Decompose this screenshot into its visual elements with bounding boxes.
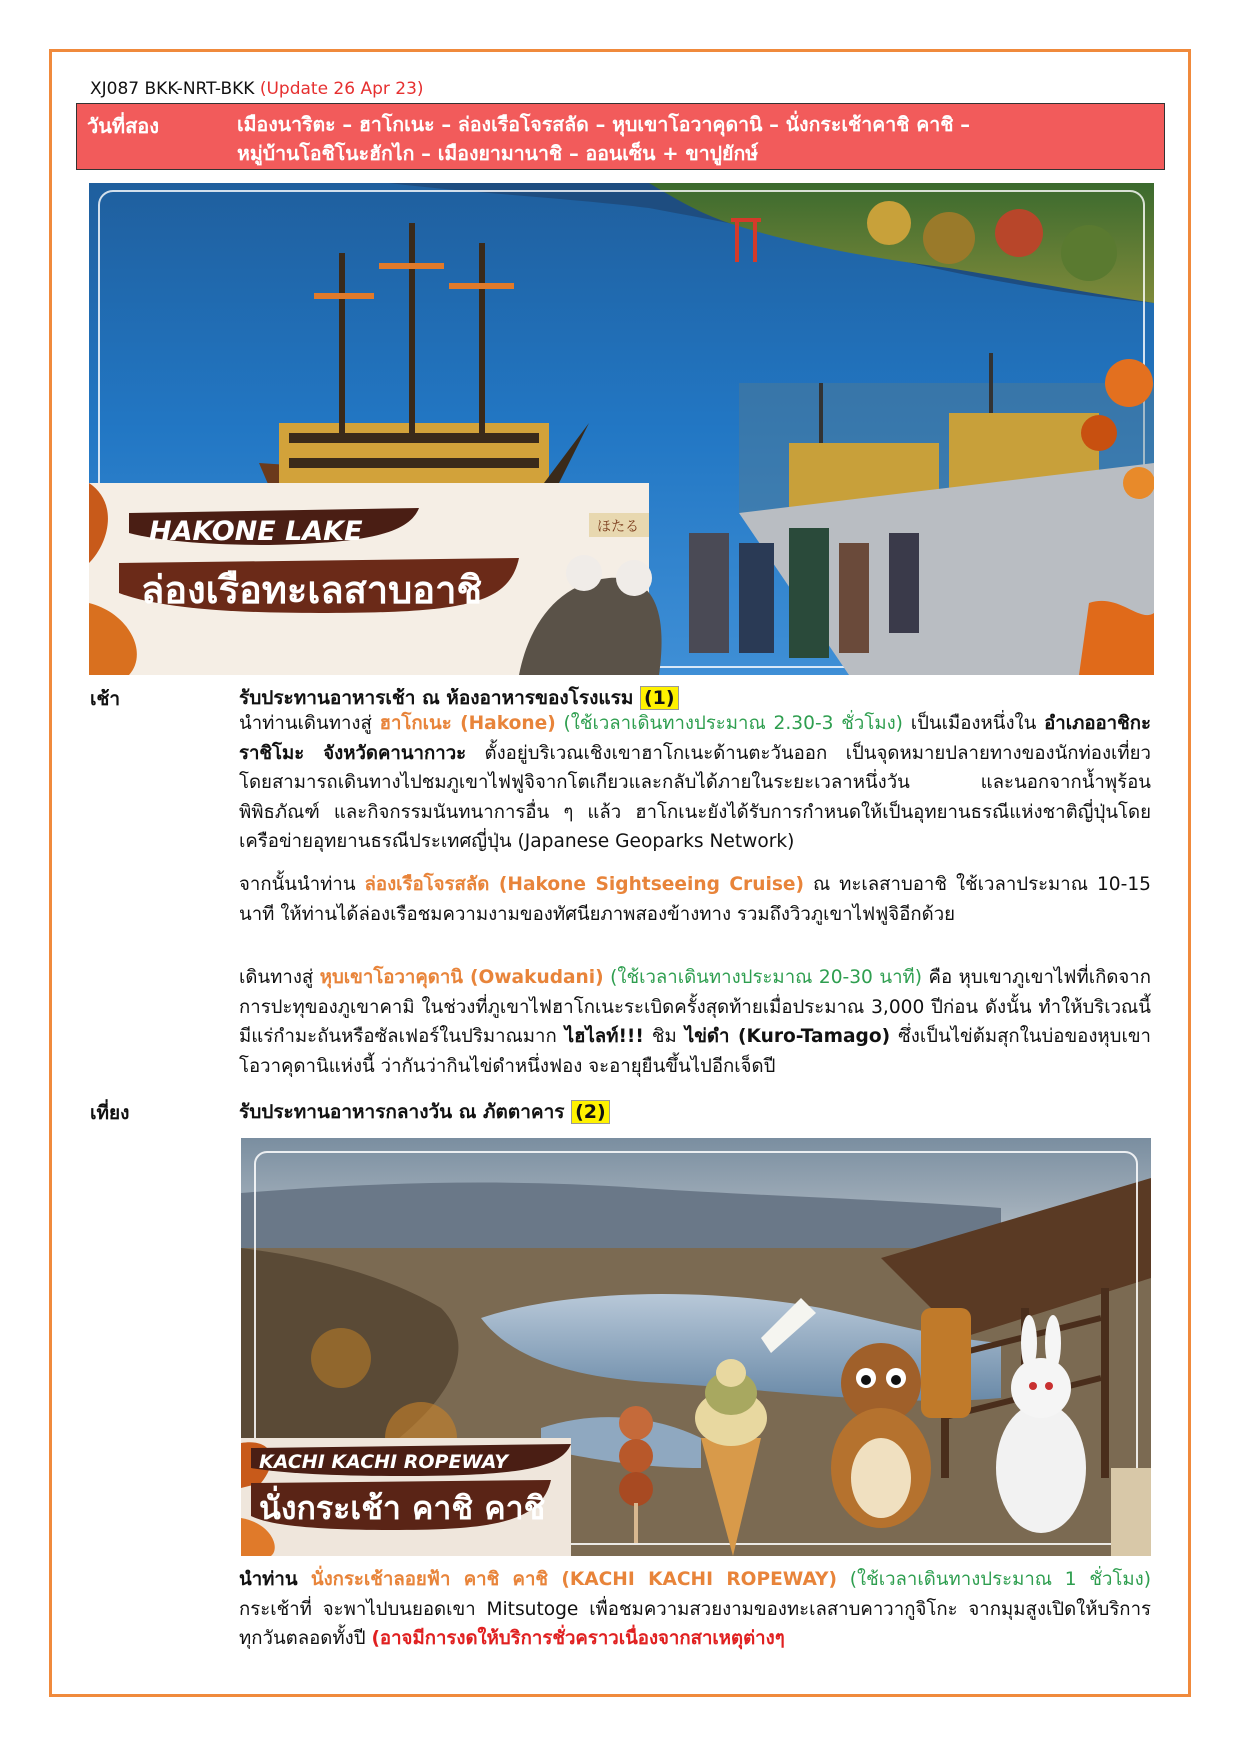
ropeway-rest: กระเช้าที่ จะพาไปบนยอดเขา Mitsutoge เพื่อชมความสวยงามของทะเลสาบคาวากูจิโกะ จากมุมสูงเปิดให้บริการทุกวันตลอดทั้งปี [239,1598,1151,1649]
owakudani-highlight: ไฮไลท์!!! [564,1026,644,1047]
cruise-lead: จากนั้นนำท่าน [239,874,365,895]
ropeway-note: (อาจมีการงดให้บริการชั่วคราวเนื่องจากสาเหตุต่างๆ [371,1628,785,1649]
owakudani-lead: เดินทางสู่ [239,967,320,988]
hakone-place: ฮาโกเนะ (Hakone) [379,713,556,734]
ropeway-illustration [241,1138,1151,1556]
owakudani-duration: (ใช้เวลาเดินทางประมาณ 20-30 นาที) [603,967,923,988]
ropeway-title-en: KACHI KACHI ROPEWAY [259,1451,508,1473]
hakone-paragraph [239,709,1151,857]
owakudani-mid: ชิม [643,1026,685,1047]
day-banner [76,103,1165,170]
ropeway-duration: (ใช้เวลาเดินทางประมาณ 1 ชั่วโมง) [837,1569,1151,1590]
hakone-lake-title-en: HAKONE LAKE [149,516,363,547]
breakfast-text: รับประทานอาหารเช้า ณ ห้องอาหารของโรงแรม [239,687,634,709]
owakudani-paragraph [239,963,1151,1081]
meal-badge-2: (2) [571,1100,610,1124]
hakone-lake-illustration [89,183,1154,675]
update-date: (Update 26 Apr 23) [259,79,424,99]
hakone-district: อำเภออาชิกะราชิโมะ จังหวัดคานากาวะ [239,713,1151,764]
hakone-lake-title-th: ล่องเรือทะเลสาบอาชิ [141,568,483,612]
kachi-kachi-ropeway-photo [241,1138,1151,1556]
owakudani-place: หุบเขาโอวาคุดานิ (Owakudani) [319,967,604,988]
hakone-duration: (ใช้เวลาเดินทางประมาณ 2.30-3 ชั่วโมง) [555,713,903,734]
tour-code: XJ087 BKK-NRT-BKK [90,79,260,99]
owakudani-black-egg: ไข่ดำ (Kuro-Tamago) [684,1026,891,1047]
hakone-lead: นำท่านเดินทางสู่ [239,713,380,734]
tour-code-header [90,79,424,99]
owakudani-end: ซึ่งเป็นไข่ต้มสุกในบ่อของหุบเขาโอวาคุดานิแห่งนี้ ว่ากันว่ากินไข่ดำหนึ่งฟอง จะอายุยืนขึ้นไปอีกเจ็ดปี [239,1026,1151,1077]
lunch-row [239,1097,610,1127]
cruise-paragraph [239,870,1151,929]
cruise-rest: ณ ทะเลสาบอาชิ ใช้เวลาประมาณ 10-15 นาที ให้ท่านได้ล่องเรือชมความงามของทัศนียภาพสองข้างทาง รวมถึงวิวภูเขาไฟฟูจิอีกด้วย [239,874,1151,925]
ropeway-title-th: นั่งกระเช้า คาชิ คาชิ [259,1489,546,1527]
ropeway-place: นั่งกระเช้าลอยฟ้า คาชิ คาชิ (KACHI KACHI ROPEWAY) [310,1569,838,1590]
day-route [237,110,1152,168]
lunch-time: เที่ยง [90,1102,130,1124]
day-route-line-2: หมู่บ้านโอชิโนะฮักไก – เมืองยามานาชิ – ออนเซ็น + ขาปูยักษ์ [237,142,759,165]
cruise-place: ล่องเรือโจรสลัด (Hakone Sightseeing Cruise) [364,874,805,895]
sign-text: ほたる [597,519,639,535]
meal-badge-1: (1) [640,686,679,710]
ropeway-lead: นำท่าน [239,1569,311,1590]
owakudani-rest: คือ หุบเขาภูเขาไฟที่เกิดจากการปะทุของภูเขาคามิ ในช่วงที่ภูเขาไฟฮาโกเนะระเบิดครั้งสุดท้ายเมื่อประมาณ 3,000 ปีก่อน ดังนั้น ทำให้บริเวณนี้มีแร่กำมะถันหรือซัลเฟอร์ในปริมาณมาก [239,967,1151,1047]
hakone-rest: ตั้งอยู่บริเวณเชิงเขาฮาโกเนะด้านตะวันออก เป็นจุดหมายปลายทางของนักท่องเที่ยว โดยสามารถเดินทางไปชมภูเขาไฟฟูจิจากโตเกียวและกลับได้ภายในระยะเวลาหนึ่งวัน และนอกจากน้ำพุร้อน พิพิธภัณฑ์ และกิจกรรมนันทนาการอื่น ๆ แล้ว ฮาโกเนะยังได้รับการกำหนดให้เป็นอุทยานธรณีแห่งชาติญี่ปุ่นโดยเครือข่ายอุทยานธรณีประเทศญี่ปุ่น (Japanese Geoparks Network) [239,742,1151,852]
hakone-lake-photo [89,183,1154,675]
hakone-after: เป็นเมืองหนึ่งใน [902,713,1045,734]
ropeway-paragraph [239,1565,1151,1654]
day-route-line-1: เมืองนาริตะ – ฮาโกเนะ – ล่องเรือโจรสลัด – หุบเขาโอวาคุดานิ – นั่งกระเช้าคาชิ คาชิ – [237,113,970,136]
breakfast-time: เช้า [90,688,121,710]
lunch-text: รับประทานอาหารกลางวัน ณ ภัตตาคาร [239,1101,565,1123]
day-label: วันที่สอง [87,114,160,138]
